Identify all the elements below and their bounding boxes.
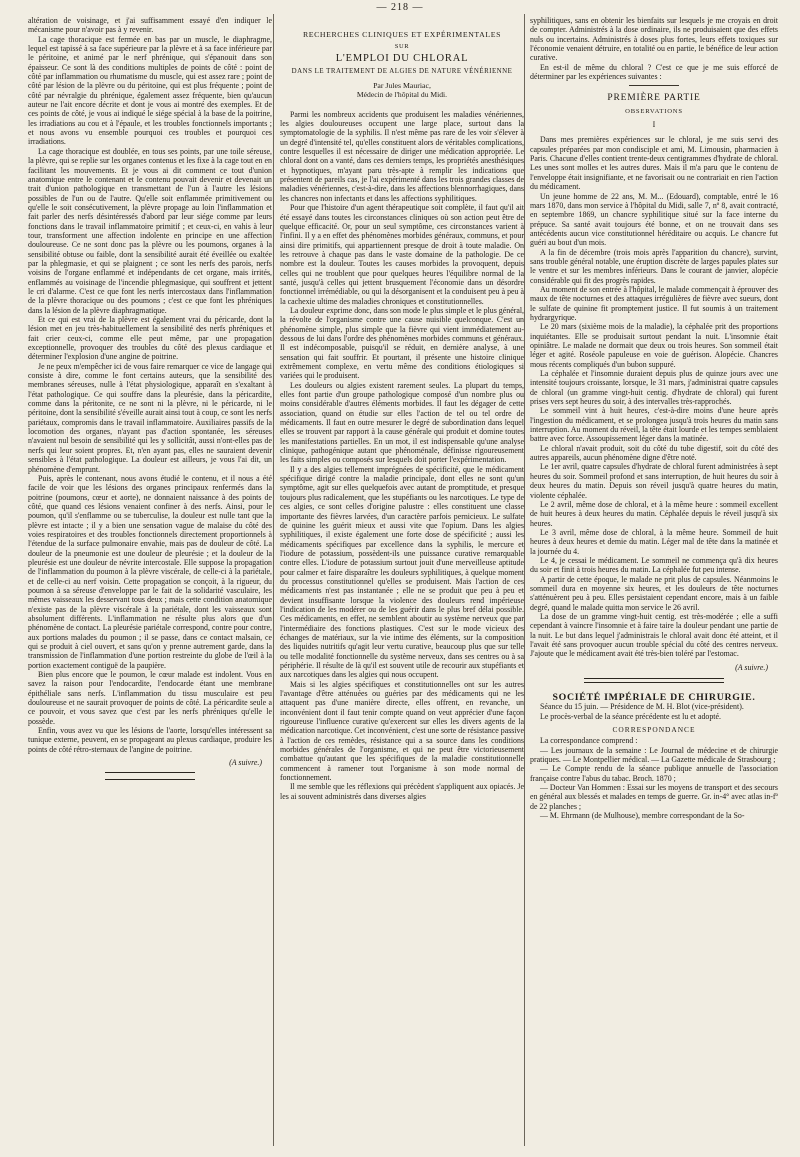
- paragraph: Le 1er avril, quatre capsules d'hydrate de chloral furent administrées à sept heures du soir. Sommeil profond et sans interruption, de huit heures du soir à deux heures du matin. Depuis son réveil jusqu'à quatre heures du matin, violente céphalée.: [530, 462, 778, 500]
- paragraph: A la fin de décembre (trois mois après l'apparition du chancre), survint, sans trouble général notable, une éruption discrète de larges papules plates sur le ventre et sur les membres inférieurs. Dans le courant de janvier, alopécie considérable qui fit des progrès rapides.: [530, 247, 778, 285]
- paragraph: Mais si les algies spécifiques et constitutionnelles ont sur les autres l'avantage d'être atténuées ou guéries par des médicaments qui ne les attaquent pas d'une manière directe, elles offrent, en revanche, un inconvénient dont il faut tenir compte quand on veut apprécier d'une façon rigoureuse l'influence curative qu'exercent sur elles les divers agents de la médication narcotique. Cet inconvénient, c'est une sorte de résistance passive à l'action de ces remèdes, résistance qui a sa source dans les conditions morbides générales de l'organisme, et qui ne peut être victorieusement combattue qu'autant que les spécifiques de la maladie constitutionnelle commencent à ramener tout l'organisme à son mode normal de fonctionnement.: [280, 679, 524, 783]
- article-title: L'EMPLOI DU CHLORAL: [335, 53, 469, 65]
- column-rule-right: [524, 14, 525, 1146]
- paragraph: Le chloral n'avait produit, soit du côté du tube digestif, soit du côté des autres appareils, aucun phénomène digne d'être noté.: [530, 443, 778, 463]
- paragraph: Au moment de son entrée à l'hôpital, le malade commençait à éprouver des maux de tête nocturnes et des attaques irrégulières de fièvre avec sueurs, dont le sulfate de quinine fit promptement justice. Il fut soumis à un traitement hydrargyrique.: [530, 284, 778, 322]
- paragraph: Et ce qui est vrai de la plèvre est également vrai du péricarde, dont la lésion met en jeu très-habituellement la sensibilité des nerfs phréniques et fait crier ceux-ci, comme elle peut même, par une propagation exceptionnelle, provoquer des troubles du côté des plexus cardiaque et déterminer l'explosion d'une angine de poitrine.: [28, 315, 272, 362]
- paragraph: Il me semble que les réflexions qui précèdent s'appliquent aux opiacés. Je les ai souvent administrés dans diverses algies: [280, 782, 524, 801]
- paragraph: Puis, après le contenant, nous avons étudié le contenu, et il nous a été facile de voir que les lésions des organes principaux renfermés dans la poitrine (poumons, cœur et aorte), ne donnaient naissance à des points de côté, que quand ces lésions venaient confiner à des nerfs. Ainsi, pour le poumon, qu'il s'enflamme ou se tuberculise, la douleur est nulle tant que la plèvre est intacte ; il y a bien une sensation vague de malaise du côté des voies respiratoires et des troubles fonctionnels directement proportionnels à l'étendue de la surface pulmonaire envahie, mais pas de douleur de côté. La douleur de la pneumonie est une douleur de pleurésie ; et la douleur de la pleurésie est une douleur de névrite intercostale. Elle suppose la propagation de l'inflammation du poumon à la plèvre viscérale, de celle-ci à la pariétale, et de celle-ci au nerf voisin. Cette propagation se conçoit, à la rigueur, du poumon à sa séreuse d'enveloppe par le fait de la solidarité vasculaire, les mêmes vaisseaux les desservant tous deux ; mais cette condition anatomique n'existe pas de la plèvre viscérale à la pariétale, dont les vaisseaux sont absolument différents. L'inflammation ne résulte plus alors que d'un phénomène de contact. La pleurésie pariétale correspond, contre pour contre, aux portions malades du poumon ; il se passe, dans ce contact malsain, ce qui se produit à ciel ouvert, et sans qu'on y prenne autrement garde, dans la transmission de l'inflammation d'une portion restreinte du globe de l'œil à la portion exactement contiguë de la paupière.: [28, 473, 272, 670]
- article-header: RECHERCHES CLINIQUES ET EXPÉRIMENTALES: [302, 30, 502, 39]
- left-column: [28, 16, 272, 1144]
- section-number: I: [652, 120, 656, 130]
- paragraph: Le 2 avril, même dose de chloral, et à la même heure : sommeil excellent de huit heures à deux heures du matin. Céphalée depuis le réveil jusqu'à six heures.: [530, 499, 778, 528]
- ornament-divider: [105, 772, 195, 780]
- paragraph: La dose de un gramme vingt-huit centig. est très-modérée ; elle a suffi cependant à vaincre l'insomnie et à faire taire la douleur pendant une partie de la nuit. Le but dans lequel j'administrais le chloral avait donc été atteint, et il l'avait été sans provoquer aucun trouble spécial du côté des centres nerveux. J'ajoute que le médicament avait été très-bien toléré par l'estomac.: [530, 611, 778, 659]
- paragraph: Le 3 avril, même dose de chloral, à la même heure. Sommeil de huit heures à deux heures et demie du matin. Léger mal de tête dans la matinée et la journée du 4.: [530, 527, 778, 556]
- article-topic: DANS LE TRAITEMENT DE ALGIES DE NATURE VÉNÉRIENNE: [291, 67, 513, 75]
- paragraph: altération de voisinage, et j'ai suffisamment essayé d'en indiquer le mécanisme pour n'avoir pas à y revenir.: [28, 16, 272, 35]
- paragraph: Il y a des algies tellement imprégnées de spécificité, que le médicament spécifique dirigé contre la maladie principale, dont elles ne sont qu'un symptôme, agit sur elles quelquefois avec autant de promptitude, et presque toujours plus radicalement, que les stupéfiants ou les narcotiques. Le type de ces algies, ce sont celles d'origine palustre : elles constituent une classe importante des fièvres larvées, d'un caractère parfois pernicieux. Le sulfate de quinine les guérit mieux et aussi vite que l'opium. Dans les algies syphilitiques, il existe également une forte dose de spécificité ; aussi les médicaments spécifiques par excellence dans la syphilis, le mercure et l'iodure de potassium, possèdent-ils une puissance curative remarquable contre elles. L'iodure de potassium surtout jouit d'une merveilleuse aptitude pour calmer et faire disparaître les douleurs syphilitiques, à quelque moment du processus constitutionnel qu'elles se produisent. Mais l'action de ces médicaments n'est pas instantanée ; elle ne se produit que peu à peu et devient insuffisante lorsque la violence des douleurs rend impérieuse l'indication de les modérer ou de les guérir dans le plus bref délai possible. Ces médicaments, en effet, ne semblent aboutir au système nerveux que par l'intermédiaire des fonctions plastiques. C'est sur le mode vicieux des échanges de matériaux, sur la vie intime des éléments, sur la composition des liquides nutritifs qu'agit leur vertu curative, beaucoup plus que sur telle ou telle modalité fonctionnelle du système nerveux, dans ses centres ou à sa périphérie. Il résulte de là qu'il est souvent utile de recourir aux stupéfiants et aux narcotiques dans les algies qui nous occupent.: [280, 464, 524, 680]
- to-be-continued: (A suivre.): [229, 758, 262, 768]
- article-author-role: Médecin de l'hôpital du Midi.: [356, 90, 448, 100]
- article-header-sub: SUR: [394, 43, 410, 50]
- middle-column: [280, 16, 524, 1144]
- paragraph: Le 20 mars (sixième mois de la maladie), la céphalée prit des proportions inquiétantes. Elle se produisait surtout pendant la nuit. L'insomnie était opiniâtre. Le malade ne dormait que deux ou trois heures. Son sommeil était léger et agité. Roséole papuleuse en voie de guérison. Alopécie. Chancres mous récents compliqués d'un bubon suppuré.: [530, 322, 778, 369]
- correspondence-item: — Les journaux de la semaine : Le Journal de médecine et de chirurgie pratiques. — Le Montpellier médical. — La Gazette médicale de Strasbourg ;: [530, 745, 778, 765]
- paragraph: La cage thoracique est doublée, en tous ses points, par une toile séreuse, la plèvre, qui se replie sur les organes contenus et les fixe à la cage tout en en facilitant les mouvements. Et je vous ai dit comment ce tout d'union anatomique entre le contenant et le contenu pouvait devenir et devenait un trait d'union pathologique en transmettant de l'un à l'autre les lésions possibles de l'un ou de l'autre. Qu'elle soit enflammée primitivement ou qu'elle le soit consécutivement, la plèvre propage au loin l'inflammation et fait parler des nerfs désintéressés d'abord par leur siége comme par leurs fonctions dans le travail inflammatoire primitif ; et ceux-ci, en vahis à leur tour, transforment une affection indolente en principe en une affection douloureuse. Ce ne sont donc pas la plèvre ou les poumons, organes à la sensibilité obtuse ou faible, dont la sensibilité aurait été éveillée ou exaltée par la phlegmasie, et qui se plaignent ; ce sont les nerfs des parois, nerfs voisins de l'organe enflammé et indépendants de cet organe, mais irrités, enflammés au voisinage de l'incendie phlegmasique, qui souffrent et jettent le cri d'alarme. C'est ce que font les nerfs intercostaux dans l'inflammation de la plèvre thoracique ou des poumons ; c'est ce que font les phréniques dans la lésion de la plèvre diaphragmatique.: [28, 146, 272, 315]
- paragraph: Parmi les nombreux accidents que produisent les maladies vénériennes, les algies douloureuses occupent une large place, surtout dans la symptomatologie de la syphilis. Il n'est même pas rare de les voir s'élever à un degré d'intensité tel, qu'elles constituent alors de véritables complications, contre lesquelles il est nécessaire de diriger une médication appropriée. Le chloral dont on a vanté, dans ces derniers temps, les propriétés anesthésiques et hypnotiques, m'ayant paru très-apte à remplir les indications que présentent de pareils cas, je l'ai expérimenté dans les trois grandes classes de maladies vénériennes, c'est-à-dire, dans les affections blennorrhagiques, dans les chancres non infectants et dans les affections syphilitiques.: [280, 109, 524, 203]
- section-subtitle: OBSERVATIONS: [625, 107, 683, 115]
- paragraph: La céphalée et l'insomnie duraient depuis plus de quinze jours avec une intensité toujours croissante, lorsque, le 31 mars, j'administrai quatre capsules de chloral (un gramme vingt-huit centig. d'hydrate de chloral) qui furent prises vers sept heures du soir, à des intervalles très-rapprochés.: [530, 369, 778, 407]
- paragraph: syphilitiques, sans en obtenir les bienfaits sur lesquels je me croyais en droit de compter. Administrés à la dose ordinaire, ils ne produisaient que des effets nuls ou incertains. Administrés à doses plus fortes, leurs effets toxiques sur l'économie venaient détruire, en totalité ou en partie, le bénéfice de leur action curative.: [530, 16, 778, 63]
- paragraph: Pour que l'histoire d'un agent thérapeutique soit complète, il faut qu'il ait été essayé dans toutes les circonstances cliniques où son action peut être de quelque efficacité. Or, pour un seul symptôme, ces circonstances varient à l'infini. Il y a en effet des phénomènes morbides généraux, communs, et pour ainsi dire primitifs, qui appartiennent presque de droit à toute maladie. On les retrouve à chaque pas dans le vaste domaine de la pathologie. De ce nombre est la douleur. Toutes les causes morbides la provoquent, depuis celles qui ne troublent que pour quelques heures l'équilibre normal de la santé, jusqu'à celles qui jettent brusquement l'économie dans un désordre fonctionnel irrémédiable, ou qui la désorganisent et la conduisent peu à peu à la cachexie ultime des maladies chroniques et constitutionnelles.: [280, 203, 524, 306]
- paragraph: La douleur exprime donc, dans son mode le plus simple et le plus général, la révolte de l'organisme contre une cause nuisible quelconque. C'est un phénomène simple, plus simple que la fièvre qui vient immédiatement au-dessous de lui dans l'ordre des phénomènes morbides communs et généraux. Il est indécomposable, puisqu'il se réduit, en dernière analyse, à une sensation qui fait souffrir. Et pourtant, il présente une histoire clinique extrêmement complexe, en vertu même des conditions étiologiques si variées qui le produisent.: [280, 305, 524, 381]
- paragraph: La cage thoracique est fermée en bas par un muscle, le diaphragme, lequel est tapissé à sa face supérieure par la plèvre et à sa face inférieure par le péritoine, et animé par le nerf phrénique, qui s'épanouit dans son épaisseur. Ce sont là des conditions multiples de points de côté : point de côté par inflammation ou rhumatisme du muscle, qui est assez rare ; point de côté par lésion de la plèvre ou du péritoine, qui est plus fréquente ; point de côté par névralgie du phrénique, également assez fréquente, bien qu'aucun auteur ne l'ait encore décrite et dont je vous ai montré des exemples. Et de ces points de côté, je vous ai indiqué le siége spécial à la base de la poitrine, les irradiations au cou et à l'épaule, et les troubles fonctionnels importants ; et nous avons vu ensemble pourquoi ces troubles et pourquoi ces irradiations.: [28, 34, 272, 147]
- minutes-line: Le procès-verbal de la séance précédente est lu et adopté.: [540, 711, 721, 721]
- paragraph: Dans mes premières expériences sur le chloral, je me suis servi des capsules préparées par mon condisciple et ami, M. Limousin, pharmacien à Paris. Chacune d'elles contient trente-deux centigrammes d'hydrate de chloral. Les unes sont molles et les autres dures. Mais il m'a paru que le contenu de l'enveloppe était insignifiante, et ne favorisait ou ne contrariait en rien l'action du médicament.: [530, 135, 778, 192]
- paragraph: Un jeune homme de 22 ans, M. M... (Edouard), comptable, entré le 16 mars 1870, dans mon service à l'hôpital du Midi, salle 7, nº 8, avait contracté, en septembre 1869, un chancre syphilitique situé sur la face interne du prépuce. Sa santé avait toujours été bonne, et on ne trouvait dans ses antécédents aucun vice constitutionnel héréditaire ou acquis. Le chancre fut guéri au bout d'un mois.: [530, 191, 778, 248]
- correspondence-item: La correspondance comprend :: [540, 736, 638, 746]
- ornament-divider: [584, 678, 724, 683]
- society-title: SOCIÉTÉ IMPÉRIALE DE CHIRURGIE.: [552, 692, 756, 704]
- correspondence-item: — Le Compte rendu de la séance publique annuelle de l'association française contre l'abus du tabac. Broch. 1870 ;: [530, 764, 778, 783]
- session-line: Séance du 15 juin. — Présidence de M. H. Blot (vice-président).: [540, 702, 744, 712]
- page-number: — 218 —: [376, 2, 424, 13]
- section-title: PREMIÈRE PARTIE: [607, 93, 701, 104]
- to-be-continued: (A suivre.): [735, 662, 768, 672]
- paragraph: Enfin, vous avez vu que les lésions de l'aorte, lorsqu'elles intéressent sa tunique externe, peuvent, en se propageant au plexus cardiaque, produire les points de côté rétro-sternaux de l'angine de poitrine.: [28, 726, 272, 754]
- paragraph: En est-il de même du chloral ? C'est ce que je me suis efforcé de déterminer par les expériences suivantes :: [530, 62, 778, 82]
- paragraph: A partir de cette époque, le malade ne prit plus de capsules. Néanmoins le sommeil dura en moyenne six heures, et les douleurs de tête nocturnes s'atténuèrent peu à peu. Elles persistaient cependant encore, mais à un faible degré, quand le malade quitta mon service le 26 avril.: [530, 574, 778, 612]
- correspondence-title: CORRESPONDANCE: [612, 725, 696, 735]
- paragraph: Les douleurs ou algies existent rarement seules. La plupart du temps, elles font partie d'un groupe pathologique composé d'un nombre plus ou moins considérable d'autres éléments morbides. Il faut les dégager de cette association, quand on étudie sur elles l'action de tel ou tel ordre de médicaments. Il faut en outre mesurer le degré de subordination dans lequel elles se trouvent par rapport à la cause générale qui produit et domine toutes les manifestations partielles. En un mot, il est indispensable qu'une analyse clinique, pathogénique autant que phénoménale, définisse rigoureusement les faits simples ou composés sur lesquels doit porter l'expérimentation.: [280, 380, 524, 465]
- section-divider: [629, 85, 679, 86]
- right-column: [530, 16, 778, 1144]
- paragraph: Je ne peux m'empêcher ici de vous faire remarquer ce vice de langage qui consiste à dire, comme le font certains auteurs, que la sensibilité des membranes séreuses, nulle à l'état physiologique, apparaît en s'exaltant à l'état pathologique. Ce qui souffre dans la pleurésie, dans la péricardite, comme dans la péritonite, ce ne sont ni la plèvre, ni le péricarde, ni le péritoine, dont la sensibilité s'éveille aurait ainsi tout à coup, ce sont les nerfs pariétaux, compromis dans le travail inflammatoire. Auxiliaires passifs de la locomotion des organes, n'ayant pas d'action spontanée, les séreuses n'avaient nul besoin de sensibilité qui les y sollicitât, aussi n'ont-elles pas de nerfs qui leur soient propres. Et, n'en ayant pas, elles ne sauraient devenir sensibles à l'état pathologique. La douleur est ailleurs, je vous l'ai dit, un phénomène d'emprunt.: [28, 361, 272, 474]
- correspondence-item: — Docteur Van Hommen : Essai sur les moyens de transport et des secours en général aux blessés et malades en temps de guerre. Gr. in-4° avec atlas in-fº de 22 planches ;: [530, 783, 778, 811]
- article-author: Par Jules Mauriac,: [373, 81, 431, 91]
- correspondence-item: — M. Ehrmann (de Mulhouse), membre correspondant de la So-: [540, 811, 745, 821]
- paragraph: Le 4, je cessai le médicament. Le sommeil ne commença qu'à dix heures du soir et finit à trois heures du matin. La céphalée fut peu intense.: [530, 555, 778, 575]
- paragraph: Bien plus encore que le poumon, le cœur malade est indolent. Vous en savez la raison pour l'endocardite, l'endocarde étant une membrane épithéliale sans nerfs. L'inflammation du tissu musculaire est peu douloureuse et ne saurait provoquer de points de côté. La péricardite seule a ce pouvoir, et vous savez que c'est par les nerfs phréniques qu'elle le possède.: [28, 670, 272, 726]
- column-rule-left: [273, 14, 274, 1146]
- paragraph: Le sommeil vint à huit heures, c'est-à-dire moins d'une heure après l'ingestion du médicament, et se prolongea jusqu'à trois heures du matin sans interruption. Au moment du réveil, la tête était lourde et les tempes semblaient battre avec force. Assoupissement léger dans la matinée.: [530, 406, 778, 444]
